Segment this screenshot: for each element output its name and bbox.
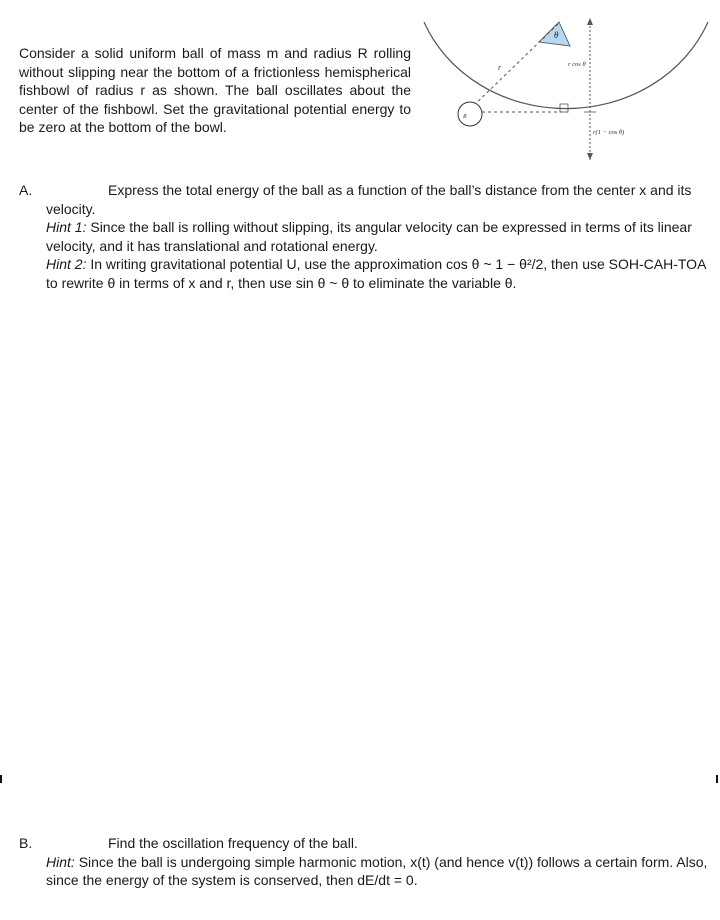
fishbowl-figure <box>418 0 720 170</box>
part-b-question: Find the oscillation frequency of the ball. <box>108 835 358 851</box>
part-b-body <box>46 834 712 890</box>
radius-line <box>469 24 558 110</box>
right-edge-mark <box>716 775 718 783</box>
r1cos-label: r(1 − cos θ) <box>593 129 625 136</box>
part-a-body <box>46 181 712 292</box>
radius-label: r <box>498 63 502 72</box>
hint1-text: Since the ball is rolling without slipping, its angular velocity can be expressed in terms of its linear velocity, and it has translational and rotational energy. <box>46 219 692 254</box>
hint-label: Hint: <box>46 853 75 870</box>
arrow-up-icon <box>587 18 593 25</box>
part-b-letter: B. <box>19 835 33 851</box>
hint2-text: In writing gravitational potential U, use the approximation cos θ ~ 1 − θ²/2, then use SOH-CAH-TOA to rewrite θ in terms of x and r, then use sin θ ~ θ to eliminate the variable θ. <box>46 256 706 291</box>
ball <box>458 102 482 126</box>
hint2-label: Hint 2: <box>46 256 87 272</box>
part-a-letter: A. <box>19 182 33 198</box>
bowl-arc <box>424 22 708 109</box>
hint1-label: Hint 1: <box>46 219 87 235</box>
left-edge-mark <box>0 775 2 783</box>
hint-text: Since the ball is undergoing simple harmonic motion, x(t) (and hence v(t)) follows a certain form. Also, since the energy of the system is conserved, then dE/dt = 0. <box>46 853 708 888</box>
theta-label: θ <box>554 30 559 40</box>
part-a-hint2 <box>46 255 712 292</box>
problem-statement: Consider a solid uniform ball of mass m and radius R rolling without slipping near the bottom of a frictionless hemispherical fishbowl of radius r as shown. The ball oscillates about the center of the fishbowl. Set the gravitational potential energy to be zero at the bottom of the bowl. <box>19 45 411 135</box>
arrow-down-icon <box>587 153 593 160</box>
part-a-question: Express the total energy of the ball as a function of the ball’s distance from the center x and its velocity. <box>46 182 692 217</box>
ball-radius-label: R <box>463 114 467 120</box>
rcos-label: r cos θ <box>568 61 586 68</box>
part-b-hint <box>46 853 712 890</box>
part-a-hint1 <box>46 218 712 255</box>
